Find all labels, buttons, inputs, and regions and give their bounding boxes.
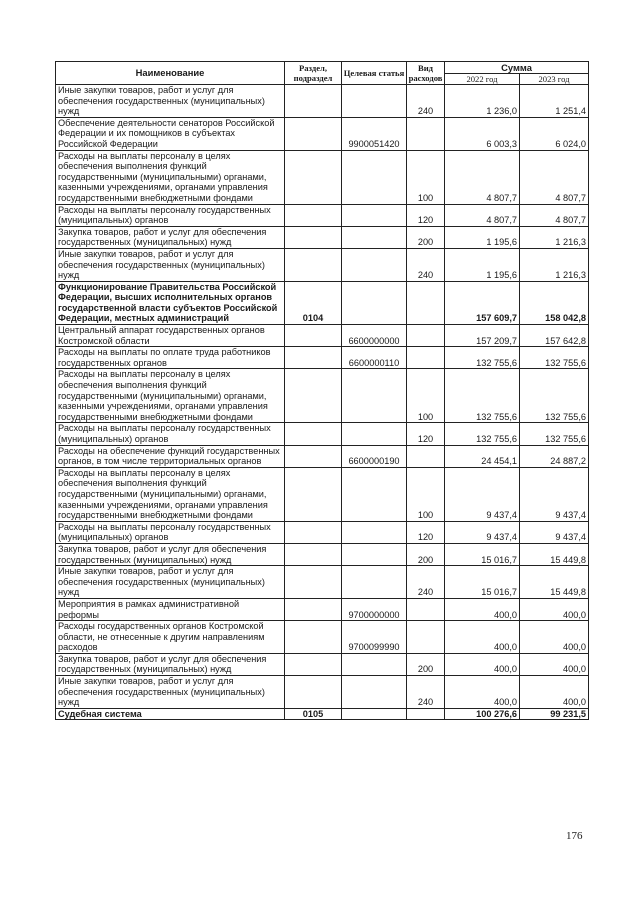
row-section <box>285 653 342 675</box>
row-section <box>285 543 342 565</box>
row-section <box>285 204 342 226</box>
budget-table <box>55 61 589 720</box>
row-sum-2023: 9 437,4 <box>520 467 589 521</box>
row-section <box>285 150 342 204</box>
header-year-2022: 2022 год <box>445 74 520 85</box>
header-section: Раздел, подраздел <box>285 62 342 85</box>
row-sum-2022: 4 807,7 <box>445 204 520 226</box>
row-name: Расходы на выплаты персоналу в целях обеспечения выполнения функций государственными (муниципальными) органами, казенными учреждениями, органами управления государственными внебюджетными фондами <box>56 467 285 521</box>
row-target <box>342 150 407 204</box>
header-target: Целевая статья <box>342 62 407 85</box>
row-section <box>285 676 342 709</box>
table-row <box>56 117 589 150</box>
row-sum-2023: 1 216,3 <box>520 226 589 248</box>
row-sum-2022: 132 755,6 <box>445 423 520 445</box>
row-section <box>285 467 342 521</box>
table-row <box>56 423 589 445</box>
row-sum-2023: 400,0 <box>520 653 589 675</box>
row-target <box>342 204 407 226</box>
row-expense-type: 240 <box>407 566 445 599</box>
table-row <box>56 445 589 467</box>
row-name: Обеспечение деятельности сенаторов Российской Федерации и их помощников в субъектах Российской Федерации <box>56 117 285 150</box>
row-sum-2023: 400,0 <box>520 598 589 620</box>
row-expense-type: 120 <box>407 423 445 445</box>
row-sum-2023: 400,0 <box>520 621 589 654</box>
row-expense-type: 120 <box>407 204 445 226</box>
row-sum-2023: 24 887,2 <box>520 445 589 467</box>
header-sum: Сумма <box>445 62 589 74</box>
row-section: 0105 <box>285 708 342 720</box>
row-sum-2023: 132 755,6 <box>520 369 589 423</box>
table-row <box>56 369 589 423</box>
row-sum-2022: 4 807,7 <box>445 150 520 204</box>
row-sum-2022: 400,0 <box>445 676 520 709</box>
row-target <box>342 566 407 599</box>
row-target <box>342 369 407 423</box>
row-section <box>285 521 342 543</box>
row-section <box>285 598 342 620</box>
row-sum-2022: 100 276,6 <box>445 708 520 720</box>
row-sum-2023: 1 216,3 <box>520 248 589 281</box>
row-expense-type <box>407 708 445 720</box>
row-name: Расходы государственных органов Костромской области, не отнесенные к другим направлениям расходов <box>56 621 285 654</box>
row-name: Иные закупки товаров, работ и услуг для обеспечения государственных (муниципальных) нужд <box>56 85 285 118</box>
table-row <box>56 150 589 204</box>
row-target <box>342 543 407 565</box>
row-sum-2023: 15 449,8 <box>520 566 589 599</box>
row-sum-2022: 24 454,1 <box>445 445 520 467</box>
row-section <box>285 369 342 423</box>
row-section <box>285 621 342 654</box>
row-sum-2022: 15 016,7 <box>445 543 520 565</box>
table-row <box>56 85 589 118</box>
row-name: Иные закупки товаров, работ и услуг для обеспечения государственных (муниципальных) нужд <box>56 566 285 599</box>
row-target: 6600000190 <box>342 445 407 467</box>
table-row <box>56 598 589 620</box>
row-expense-type <box>407 325 445 347</box>
row-sum-2022: 15 016,7 <box>445 566 520 599</box>
table-row <box>56 653 589 675</box>
row-sum-2023: 400,0 <box>520 676 589 709</box>
header-name: Наименование <box>56 62 285 85</box>
row-target <box>342 708 407 720</box>
row-sum-2022: 1 195,6 <box>445 248 520 281</box>
table-row <box>56 467 589 521</box>
row-section <box>285 566 342 599</box>
row-target <box>342 423 407 445</box>
row-expense-type: 120 <box>407 521 445 543</box>
row-section <box>285 347 342 369</box>
row-sum-2022: 157 609,7 <box>445 281 520 324</box>
row-section <box>285 445 342 467</box>
row-expense-type <box>407 621 445 654</box>
row-name: Закупка товаров, работ и услуг для обеспечения государственных (муниципальных) нужд <box>56 226 285 248</box>
row-name: Центральный аппарат государственных органов Костромской области <box>56 325 285 347</box>
row-sum-2022: 1 195,6 <box>445 226 520 248</box>
row-name: Расходы на выплаты персоналу государственных (муниципальных) органов <box>56 521 285 543</box>
table-row <box>56 566 589 599</box>
row-target <box>342 676 407 709</box>
table-row <box>56 543 589 565</box>
row-sum-2023: 4 807,7 <box>520 150 589 204</box>
row-target <box>342 281 407 324</box>
row-expense-type <box>407 445 445 467</box>
row-sum-2022: 9 437,4 <box>445 467 520 521</box>
row-expense-type: 240 <box>407 248 445 281</box>
row-name: Иные закупки товаров, работ и услуг для обеспечения государственных (муниципальных) нужд <box>56 676 285 709</box>
row-sum-2023: 1 251,4 <box>520 85 589 118</box>
row-sum-2023: 6 024,0 <box>520 117 589 150</box>
row-name: Расходы на обеспечение функций государственных органов, в том числе территориальных органов <box>56 445 285 467</box>
row-name: Расходы на выплаты персоналу государственных (муниципальных) органов <box>56 423 285 445</box>
row-expense-type: 200 <box>407 543 445 565</box>
row-expense-type <box>407 281 445 324</box>
row-expense-type <box>407 347 445 369</box>
row-sum-2023: 132 755,6 <box>520 423 589 445</box>
table-body <box>56 85 589 720</box>
row-sum-2022: 1 236,0 <box>445 85 520 118</box>
row-sum-2022: 400,0 <box>445 598 520 620</box>
row-section <box>285 248 342 281</box>
table-row <box>56 248 589 281</box>
row-sum-2022: 400,0 <box>445 621 520 654</box>
header-year-2023: 2023 год <box>520 74 589 85</box>
row-sum-2023: 99 231,5 <box>520 708 589 720</box>
row-expense-type <box>407 117 445 150</box>
row-expense-type: 100 <box>407 150 445 204</box>
row-expense-type: 200 <box>407 226 445 248</box>
table-row <box>56 281 589 324</box>
row-sum-2022: 132 755,6 <box>445 369 520 423</box>
row-section <box>285 117 342 150</box>
table-row <box>56 204 589 226</box>
page-number: 176 <box>566 830 583 842</box>
row-target <box>342 521 407 543</box>
row-target: 6600000000 <box>342 325 407 347</box>
table-row <box>56 676 589 709</box>
row-expense-type: 100 <box>407 467 445 521</box>
row-section: 0104 <box>285 281 342 324</box>
row-section <box>285 85 342 118</box>
table-row <box>56 621 589 654</box>
row-target <box>342 248 407 281</box>
row-target: 9900051420 <box>342 117 407 150</box>
row-name: Мероприятия в рамках административной реформы <box>56 598 285 620</box>
row-sum-2022: 9 437,4 <box>445 521 520 543</box>
row-sum-2022: 157 209,7 <box>445 325 520 347</box>
row-sum-2023: 15 449,8 <box>520 543 589 565</box>
row-expense-type: 240 <box>407 676 445 709</box>
row-sum-2023: 132 755,6 <box>520 347 589 369</box>
row-expense-type: 100 <box>407 369 445 423</box>
row-expense-type <box>407 598 445 620</box>
table-row <box>56 325 589 347</box>
row-name: Функционирование Правительства Российской Федерации, высших исполнительных органов государственной власти субъектов Российской Федерации, местных администраций <box>56 281 285 324</box>
row-name: Расходы на выплаты персоналу государственных (муниципальных) органов <box>56 204 285 226</box>
row-target <box>342 467 407 521</box>
row-sum-2022: 132 755,6 <box>445 347 520 369</box>
row-sum-2022: 6 003,3 <box>445 117 520 150</box>
row-sum-2022: 400,0 <box>445 653 520 675</box>
row-target: 9700000000 <box>342 598 407 620</box>
row-name: Иные закупки товаров, работ и услуг для обеспечения государственных (муниципальных) нужд <box>56 248 285 281</box>
row-name: Расходы на выплаты персоналу в целях обеспечения выполнения функций государственными (муниципальными) органами, казенными учреждениями, органами управления государственными внебюджетными фондами <box>56 150 285 204</box>
row-target <box>342 85 407 118</box>
row-target: 9700099990 <box>342 621 407 654</box>
row-target: 6600000110 <box>342 347 407 369</box>
row-sum-2023: 4 807,7 <box>520 204 589 226</box>
row-section <box>285 423 342 445</box>
row-sum-2023: 9 437,4 <box>520 521 589 543</box>
row-name: Судебная система <box>56 708 285 720</box>
table-row <box>56 347 589 369</box>
row-name: Закупка товаров, работ и услуг для обеспечения государственных (муниципальных) нужд <box>56 653 285 675</box>
row-target <box>342 226 407 248</box>
row-name: Расходы на выплаты по оплате труда работников государственных органов <box>56 347 285 369</box>
table-row <box>56 226 589 248</box>
row-section <box>285 325 342 347</box>
table-row <box>56 708 589 720</box>
row-section <box>285 226 342 248</box>
row-sum-2023: 158 042,8 <box>520 281 589 324</box>
row-expense-type: 200 <box>407 653 445 675</box>
row-expense-type: 240 <box>407 85 445 118</box>
row-name: Закупка товаров, работ и услуг для обеспечения государственных (муниципальных) нужд <box>56 543 285 565</box>
row-sum-2023: 157 642,8 <box>520 325 589 347</box>
row-target <box>342 653 407 675</box>
row-name: Расходы на выплаты персоналу в целях обеспечения выполнения функций государственными (муниципальными) органами, казенными учреждениями, органами управления государственными внебюджетными фондами <box>56 369 285 423</box>
header-expense-type: Вид расходов <box>407 62 445 85</box>
table-row <box>56 521 589 543</box>
